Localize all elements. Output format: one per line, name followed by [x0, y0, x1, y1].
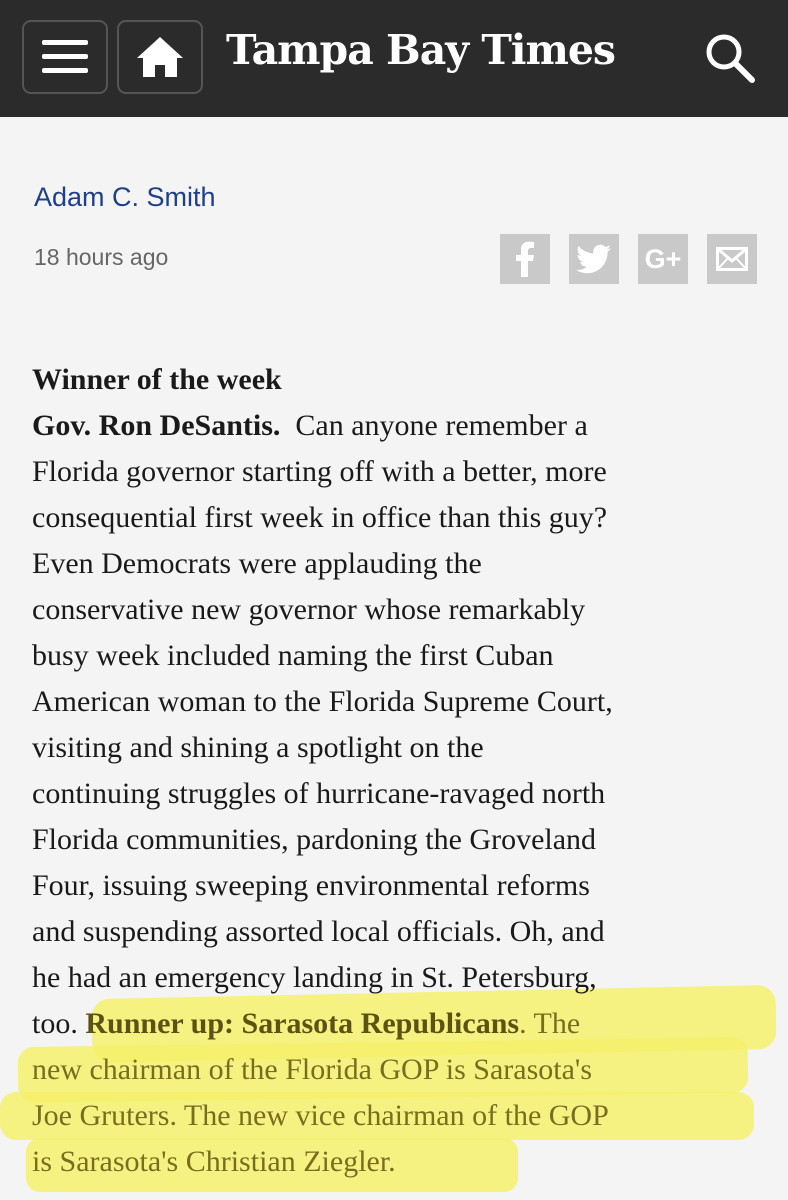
article-line: Four, issuing sweeping environmental reforms — [32, 869, 590, 902]
share-google-plus-button[interactable] — [638, 234, 688, 284]
home-button[interactable] — [117, 20, 203, 94]
top-navigation-bar — [0, 0, 788, 117]
author-link[interactable]: Adam C. Smith — [34, 182, 216, 212]
menu-icon — [42, 40, 88, 74]
article-text: Can anyone remember a — [295, 409, 588, 442]
article-line: Florida communities, pardoning the Groveland — [32, 823, 597, 856]
article-line: conservative new governor whose remarkably — [32, 593, 586, 626]
article-text: too. — [32, 1007, 78, 1040]
article-line — [32, 403, 772, 449]
article-line: continuing struggles of hurricane-ravaged north — [32, 777, 606, 810]
article-text: . The — [519, 1007, 581, 1040]
share-twitter-button[interactable] — [569, 234, 619, 284]
google-plus-icon: G+ — [644, 243, 682, 274]
article-line: American woman to the Florida Supreme Court, — [32, 685, 613, 718]
search-icon — [700, 28, 760, 88]
runner-up-heading: Runner up: Sarasota Republicans — [85, 1007, 520, 1040]
facebook-icon — [515, 241, 535, 277]
email-icon — [716, 247, 748, 271]
article-line: Joe Gruters. The new vice chairman of the GOP — [32, 1099, 609, 1132]
publish-time: 18 hours ago — [34, 244, 169, 270]
site-logo[interactable]: Tampa Bay Times — [226, 26, 615, 74]
article-line: Even Democrats were applauding the — [32, 547, 482, 580]
section-heading: Winner of the week — [32, 363, 282, 396]
article-line: Florida governor starting off with a better, more — [32, 455, 607, 488]
share-facebook-button[interactable] — [500, 234, 550, 284]
article-line: is Sarasota's Christian Ziegler. — [32, 1145, 396, 1178]
home-icon — [135, 35, 185, 79]
article-line: he had an emergency landing in St. Petersburg, — [32, 961, 597, 994]
article-line: consequential first week in office than this guy? — [32, 501, 608, 534]
article-line — [32, 1001, 772, 1047]
lead-name: Gov. Ron DeSantis. — [32, 409, 281, 442]
article-line: new chairman of the Florida GOP is Sarasota's — [32, 1053, 593, 1086]
share-email-button[interactable] — [707, 234, 757, 284]
article-line: and suspending assorted local officials. Oh, and — [32, 915, 605, 948]
search-button[interactable] — [700, 28, 760, 88]
article-line: visiting and shining a spotlight on the — [32, 731, 484, 764]
article-line: busy week included naming the first Cuban — [32, 639, 554, 672]
article-body — [32, 357, 772, 1185]
menu-button[interactable] — [22, 20, 108, 94]
twitter-icon — [576, 244, 612, 274]
